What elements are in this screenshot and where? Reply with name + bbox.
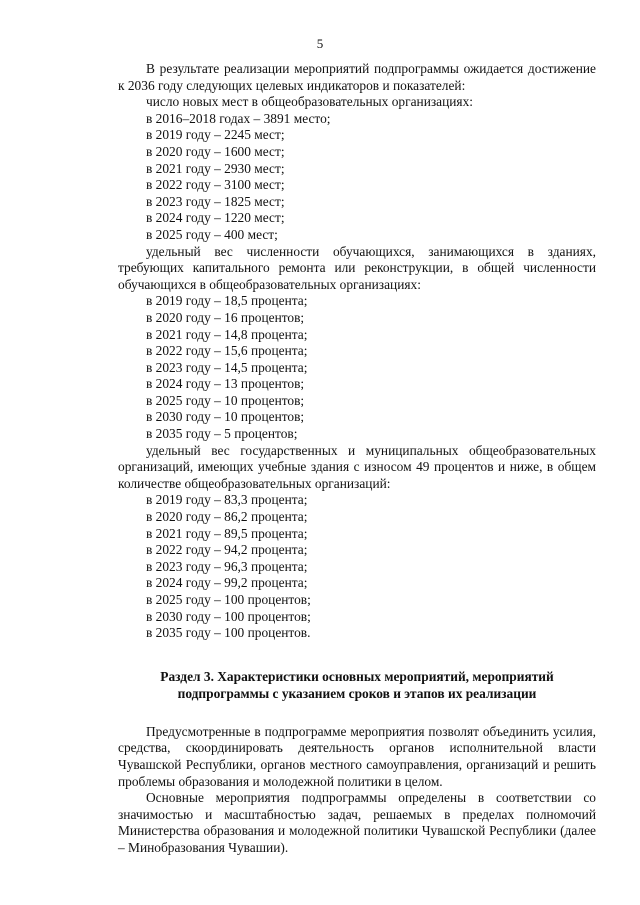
list-item: в 2030 году – 10 процентов; bbox=[146, 409, 305, 425]
list-item: в 2021 году – 14,8 процента; bbox=[146, 326, 308, 342]
section-paragraph-1: Предусмотренные в подпрограмме мероприятия позволят объединить усилия, средства, скоординировать деятельность органов исполнительной власти Чувашской Республики, органов местного самоуправления, организаций и решить проблемы образования и молодежной политики в целом. bbox=[118, 723, 596, 789]
list-item: в 2025 году – 10 процентов; bbox=[146, 392, 305, 408]
list-item: в 2025 году – 100 процентов; bbox=[146, 592, 311, 607]
list-item: в 2024 году – 1220 мест; bbox=[146, 210, 285, 226]
indicator1-list bbox=[118, 111, 596, 244]
section-body bbox=[118, 724, 596, 857]
list-item: в 2019 году – 83,3 процента; bbox=[146, 492, 308, 508]
list-item: в 2035 году – 5 процентов; bbox=[146, 426, 298, 442]
list-item: в 2020 году – 86,2 процента; bbox=[146, 509, 308, 525]
list-item: в 2025 году – 400 мест; bbox=[146, 226, 278, 242]
list-item: в 2021 году – 2930 мест; bbox=[146, 160, 285, 176]
section-heading bbox=[118, 668, 596, 702]
list-item: в 2022 году – 3100 мест; bbox=[146, 177, 285, 193]
list-item: в 2021 году – 89,5 процента; bbox=[146, 525, 308, 541]
indicator2-list bbox=[118, 293, 596, 442]
list-item: в 2035 году – 100 процентов. bbox=[146, 625, 311, 641]
indicator3-label: удельный вес государственных и муниципальных общеобразовательных организаций, имеющих учебные здания с износом 49 процентов и ниже, в общем количестве общеобразовательных организаций: bbox=[118, 442, 596, 491]
list-item: в 2022 году – 94,2 процента; bbox=[146, 542, 308, 558]
section-heading-line2: подпрограммы с указанием сроков и этапов их реализации bbox=[177, 685, 537, 701]
list-item: в 2030 году – 100 процентов; bbox=[146, 608, 311, 624]
list-item: в 2016–2018 годах – 3891 место; bbox=[146, 110, 331, 126]
list-item: в 2024 году – 13 процентов; bbox=[146, 376, 305, 392]
document-body bbox=[118, 61, 596, 857]
list-item: в 2020 году – 1600 мест; bbox=[146, 143, 285, 159]
section-heading-line1: Раздел 3. Характеристики основных мероприятий, мероприятий bbox=[160, 668, 554, 684]
list-item: в 2020 году – 16 процентов; bbox=[146, 309, 305, 325]
indicator3-list bbox=[118, 492, 596, 641]
list-item: в 2024 году – 99,2 процента; bbox=[146, 575, 308, 591]
list-item: в 2023 году – 1825 мест; bbox=[146, 193, 285, 209]
page-number: 5 bbox=[316, 36, 324, 51]
intro-paragraph: В результате реализации мероприятий подпрограммы ожидается достижение к 2036 году следующих целевых индикаторов и показателей: bbox=[118, 61, 596, 93]
list-item: в 2022 году – 15,6 процента; bbox=[146, 343, 308, 359]
list-item: в 2019 году – 2245 мест; bbox=[146, 127, 285, 143]
list-item: в 2023 году – 14,5 процента; bbox=[146, 359, 308, 375]
list-item: в 2023 году – 96,3 процента; bbox=[146, 558, 308, 574]
list-item: в 2019 году – 18,5 процента; bbox=[146, 293, 308, 309]
section-paragraph-2: Основные мероприятия подпрограммы определены в соответствии со значимостью и масштабностью задач, решаемых в пределах полномочий Министерства образования и молодежной политики Чувашской Республики (далее – Минобразования Чувашии). bbox=[118, 790, 596, 855]
indicator1-label: число новых мест в общеобразовательных организациях: bbox=[146, 94, 474, 110]
indicator2-label: удельный вес численности обучающихся, занимающихся в зданиях, требующих капитального ремонта или реконструкции, в общей численности обучающихся в общеобразовательных организациях: bbox=[118, 243, 596, 292]
